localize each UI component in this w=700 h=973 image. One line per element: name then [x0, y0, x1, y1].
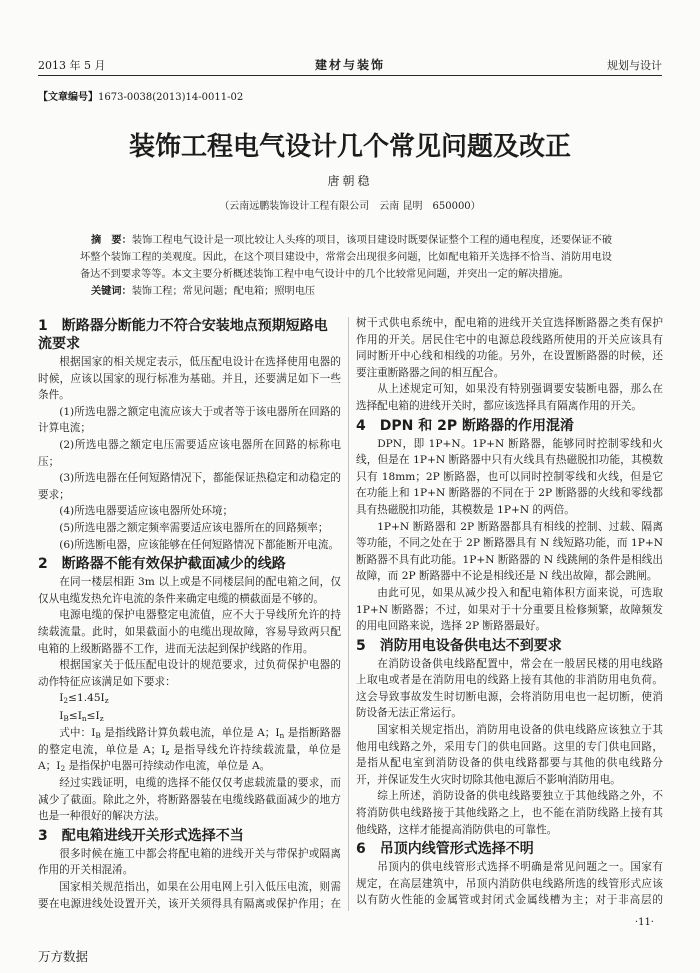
affiliation: （云南远鹏装饰设计工程有限公司 云南 昆明 650000）	[219, 201, 481, 212]
article-number-value: 1673-0038(2013)14-0011-02	[98, 92, 244, 103]
paragraph: 1P+N 断路器和 2P 断路器都具有相线的控制、过载、隔离等功能，不同之处在于 2P 断路器具有 N 线短路功能，而 1P+N 断路器不具有此功能。1P+N 断路器的 N 线跳闸的条件是相线出故障，而 2P 断路器中不论是相线还是 N 线出故障，都会跳闸。	[356, 520, 663, 583]
article-number	[38, 91, 243, 105]
section-number: 4	[356, 417, 366, 434]
section-number: 2	[38, 556, 48, 573]
paragraph: 在同一楼层相距 3m 以上或是不同楼层间的配电箱之间，仅仅从电缆发热允许电流的条件来确定电缆的横截面是不够的。	[38, 576, 341, 605]
header-rule	[38, 75, 662, 76]
subscript: n	[81, 714, 87, 723]
section-heading	[38, 317, 341, 353]
paragraph: (6)所选断电器，应该能够在任何短路情况下都能断开电流。	[59, 538, 340, 551]
abstract-block	[80, 232, 612, 300]
author: 唐朝稳	[327, 174, 373, 188]
section-heading	[38, 827, 341, 845]
paragraph: (4)所选电器要适应该电器所处环境；	[59, 505, 234, 518]
section-title: 消防用电设备供电达不到要求	[379, 637, 562, 654]
paragraph: 式中：$I_B$ 是指线路计算负载电流，单位是 A；$I_n$ 是指断路器的整定电流，单位是 A；$I_z$ 是指导线允许持续载流量，单位是 A；$I_2$ 是指保护电器可持续动作电流，单位是 A。	[38, 727, 342, 774]
article-number-label: 【文章编号】	[38, 92, 98, 103]
paragraph: (2)所选电器之额定电压需要适应该电器所在回路的标称电压；	[38, 438, 341, 468]
abstract	[80, 232, 612, 283]
section-number: 6	[356, 841, 366, 858]
abstract-label: 摘 要：	[91, 235, 132, 246]
section-heading	[356, 417, 663, 435]
paragraph: 从上述规定可知，如果没有特别强调要安装断电器，那么在选择配电箱的进线开关时，都应该选择具有隔离作用的开关。	[356, 383, 663, 412]
subscript: B	[63, 714, 69, 723]
paragraph: 由此可见，如果从减少投入和配电箱体积方面来说，可选取 1P+N 断路器；不过，如果对于十分重要且检修频繁，故障频发的用电回路来说，选择 2P 断路器最好。	[356, 586, 663, 633]
paragraph: (1)所选电器之额定电流应该大于或者等于该电器所在回路的计算电流；	[38, 405, 341, 435]
subscript: 2	[63, 696, 69, 706]
subscript: B	[95, 731, 101, 741]
subscript: z	[165, 748, 170, 758]
section-name: 规划与设计	[607, 59, 662, 72]
journal-logo: 建材与装饰	[314, 58, 385, 72]
issue-date: 2013 年 5 月	[38, 59, 106, 72]
keywords-text: 装饰工程；常见问题；配电箱；照明电压	[131, 286, 316, 297]
subscript: n	[279, 731, 285, 741]
paragraph: 国家相关规定指出，消防用电设备的供电线路应该独立于其他用电线路之外，采用专门的供电回路。这里的专门供电回路，是指从配电室到消防设备的供电线路都要与其他的供电线路分开，并保证发生火灾时切除其他电源后不影响消防用电。	[356, 724, 663, 786]
section-title: 断路器不能有效保护截面减少的线路	[61, 556, 286, 573]
paragraph: 根据国家的相关规定表示，低压配电设计在选择使用电器的时候，应该以国家的现行标准为基础。并且，还要满足如下一些条件。	[38, 356, 341, 402]
section-number: 5	[356, 637, 366, 654]
formula: $I_2\le 1.45I_z$	[59, 692, 109, 706]
subscript: z	[104, 696, 109, 706]
section-title: DPN 和 2P 断路器的作用混淆	[379, 417, 574, 434]
paragraph: 国家相关规范指出，如果在公用电网上引入低压电流，则需要在电源进线处设置开关，该开关须得具有隔离或保护作用；在	[38, 881, 341, 910]
section-heading	[38, 555, 341, 573]
paragraph: 吊顶内的供电线管形式选择不明确是常见问题之一。国家有规定，在高层建筑中，吊顶内消防供电线路所选的线管形式应该以有防火性能的金属管或封闭式金属线槽为主；对于非高层的	[356, 861, 663, 907]
paragraph: 树干式供电系统中，配电箱的进线开关宜选择断路器之类有保护作用的开关。居民住宅中的电源总段线路所使用的开关应该具有同时断开中心线和相线的功能。另外，在设置断路器的时候，还要注重断路器之间的相互配合。	[356, 317, 663, 379]
right-column	[356, 315, 663, 909]
database-watermark: 万方数据	[38, 949, 89, 964]
section-heading	[356, 637, 663, 655]
column-divider	[348, 317, 349, 911]
paragraph: (5)所选电器之额定频率需要适应该电器所在的回路频率；	[59, 521, 329, 534]
article-title: 装饰工程电气设计几个常见问题及改正	[128, 132, 571, 162]
paragraph: 根据国家关于低压配电设计的规范要求，过负荷保护电器的动作特征应该满足如下要求：	[38, 659, 341, 688]
running-header	[38, 59, 662, 73]
paragraph: 经过实践证明，电缆的选择不能仅仅考虑载流量的要求，而减少了截面。除此之外，将断路器装在电缆线路截面减少的地方也是一种很好的解决方法。	[38, 777, 341, 823]
paragraph: 很多时候在施工中都会将配电箱的进线开关与带保护或隔离作用的开关相混淆。	[38, 847, 341, 877]
paragraph: (3)所选电器在任何短路情况下，都能保证热稳定和动稳定的要求；	[38, 472, 341, 501]
section-title: 配电箱进线开关形式选择不当	[61, 827, 244, 844]
paragraph: 在消防设备供电线路配置中，常会在一般居民楼的用电线路上取电或者是在消防用电的线路上接有其他的非消防用电负荷。这会导致事故发生时切断电源，会将消防用电也一起切断，使消防设备无法正常运行。	[356, 657, 663, 720]
keywords-label: 关键词：	[91, 286, 132, 297]
left-column	[38, 315, 341, 912]
section-number: 3	[38, 827, 48, 844]
paragraph: 电源电缆的保护电器整定电流值，应不大于导线所允许的持续载流量。此时，如果截面小的电缆出现故障，容易导致两只配电箱的上级断路器不工作，进而无法起到保护线路的作用。	[38, 609, 341, 655]
subscript: z	[99, 714, 104, 723]
section-heading	[356, 840, 663, 858]
paragraph: 综上所述，消防设备的供电线路要独立于其他线路之外，不将消防供电线路接于其他线路之上，也不能在消防线路上接有其他线路，这样才能提高消防供电的可靠性。	[356, 790, 663, 836]
formula: $I_B\le I_n\le I_z$	[59, 709, 104, 723]
section-number: 1	[38, 318, 48, 334]
page-number: ·11·	[634, 917, 654, 928]
section-title: 吊顶内线管形式选择不明	[379, 841, 534, 858]
paragraph: DPN，即 1P+N。1P+N 断路器，能够同时控制零线和火线，但是在 1P+N 断路器中只有火线具有热磁脱扣功能，其模数只有 18mm；2P 断路器，也可以同时控制零线和火线，但是它在功能上和 1P+N 断路器的不同在于 2P 断路器的火线和零线都具有热磁脱扣功能，其模数是 1P+N 的两倍。	[356, 437, 663, 516]
abstract-text: 装饰工程电气设计是一项比较让人头疼的项目，该项目建设时既要保证整个工程的通电程度，还要保证不破坏整个装饰工程的美观度。因此，在这个项目建设中，常常会出现很多问题，比如配电箱开关选择不恰当、消防用电设备达不到要求等等。本文主要分析概述装饰工程中电气设计中的几个比较常见问题，并突出一定的解决措施。	[80, 235, 613, 280]
section-title: 断路器分断能力不符合安装地点预期短路电流要求	[38, 318, 328, 352]
keywords	[91, 283, 612, 300]
subscript: 2	[60, 764, 66, 774]
